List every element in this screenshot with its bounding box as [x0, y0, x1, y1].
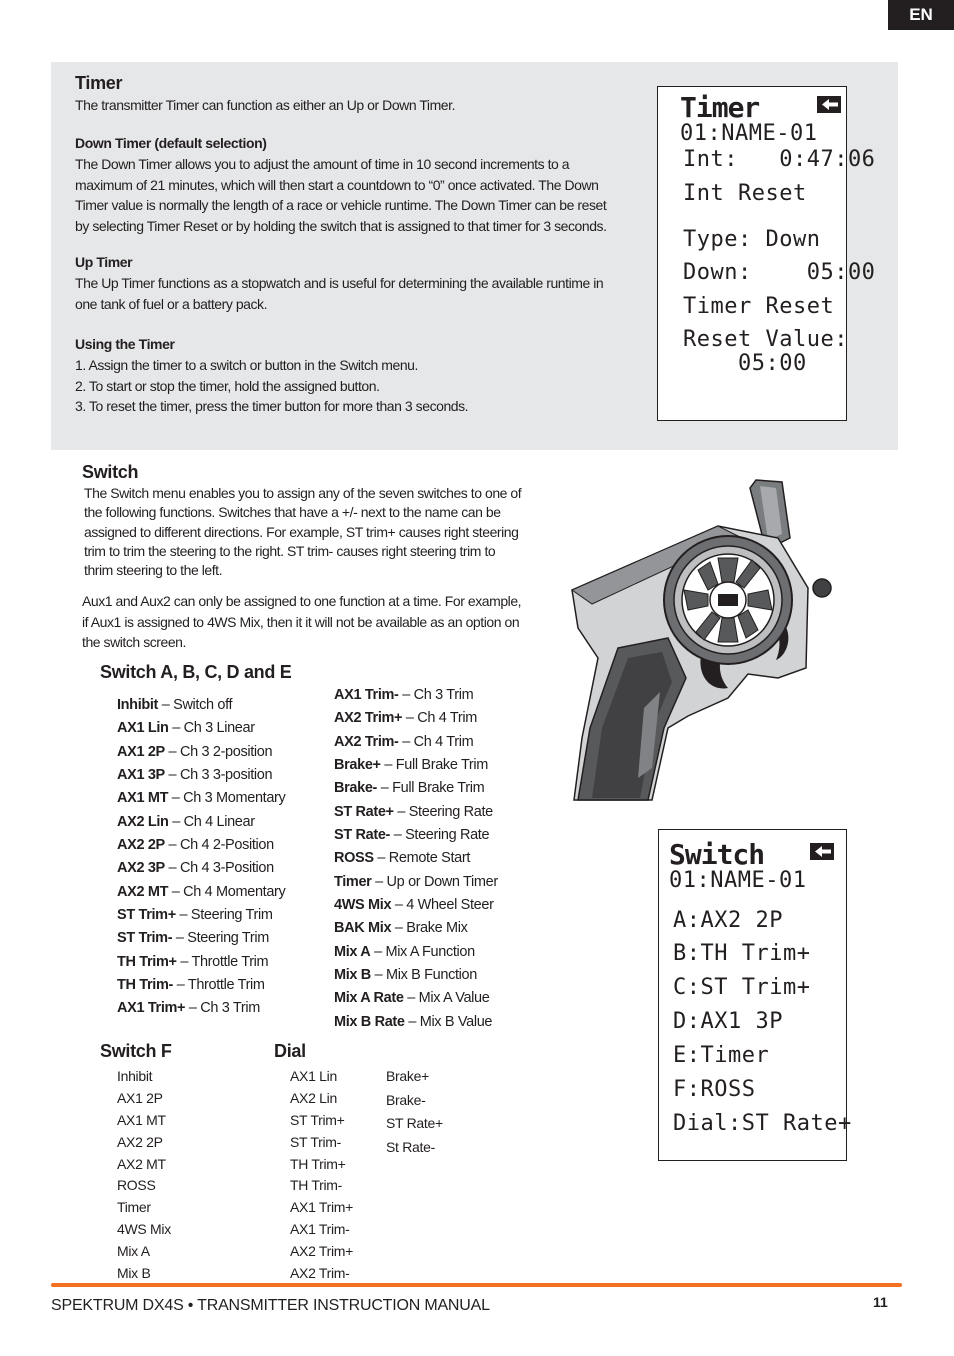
switch-screen-title: Switch [669, 838, 765, 871]
switch-screen-line: B:TH Trim+ [673, 941, 811, 966]
list-item: 4WS Mix [117, 1221, 171, 1238]
switch-abcde-title: Switch A, B, C, D and E [100, 662, 292, 682]
list-item: AX1 Lin [290, 1068, 337, 1084]
switch-title: Switch [82, 462, 139, 482]
back-arrow-icon [815, 93, 843, 121]
list-item: ROSS [117, 1177, 156, 1194]
switch-screen [658, 829, 852, 1161]
list-item: Brake- [386, 1091, 426, 1108]
list-item: ST Trim+ [290, 1111, 345, 1128]
list-item: AX2 Trim- [290, 1265, 350, 1282]
list-item: BAK Mix – Brake Mix [334, 920, 468, 937]
switch-screen-line: A:AX2 2P [673, 908, 783, 933]
transmitter-illustration [568, 478, 848, 808]
list-item: Timer – Up or Down Timer [334, 873, 498, 890]
timer-screen-line: 05:00 [683, 351, 807, 376]
list-item: TH Trim- [290, 1177, 343, 1194]
page-number: 11 [873, 1294, 888, 1310]
footer-rule [51, 1283, 902, 1287]
footer-text: SPEKTRUM DX4S • TRANSMITTER INSTRUCTION MANUAL [51, 1297, 490, 1314]
timer-screen-title: Timer [680, 91, 760, 124]
list-item: St Rate- [386, 1138, 435, 1155]
list-item: Mix B [117, 1265, 151, 1282]
language-tab: EN [888, 0, 954, 30]
list-item: AX1 Lin – Ch 3 Linear [117, 720, 255, 737]
list-item: AX1 3P – Ch 3 3-position [117, 767, 273, 784]
list-item: AX2 2P [117, 1133, 163, 1150]
list-item: Inhibit [117, 1068, 153, 1084]
list-item: Timer [117, 1199, 151, 1216]
using-timer-title: Using the Timer [75, 336, 175, 352]
list-item: ST Rate+ – Steering Rate [334, 803, 493, 820]
list-item: ST Trim- [290, 1133, 342, 1150]
list-item: TH Trim+ – Throttle Trim [117, 953, 269, 970]
list-item: AX1 Trim+ – Ch 3 Trim [117, 1000, 260, 1017]
list-item: AX2 Trim- – Ch 4 Trim [334, 733, 474, 750]
list-item: 4WS Mix – 4 Wheel Steer [334, 897, 494, 914]
list-item: Mix A – Mix A Function [334, 943, 475, 960]
list-item: Mix A [117, 1243, 150, 1260]
switch-screen-line: E:Timer [673, 1043, 770, 1068]
timer-title: Timer [75, 73, 123, 93]
timer-screen [657, 86, 876, 421]
dial-list-1 [290, 1066, 353, 1285]
list-item: AX2 3P – Ch 4 3-Position [117, 860, 274, 877]
timer-screen-line: Down: 05:00 [683, 260, 876, 285]
switch-abcde-list-1 [117, 694, 285, 1021]
list-item: Mix B Rate – Mix B Value [334, 1013, 493, 1030]
list-item: ST Trim+ – Steering Trim [117, 907, 273, 924]
back-arrow-icon [808, 840, 836, 868]
list-item: AX1 Trim- – Ch 3 Trim [334, 687, 474, 703]
list-item: AX2 2P – Ch 4 2-Position [117, 837, 274, 854]
list-item: AX2 MT – Ch 4 Momentary [117, 883, 286, 900]
list-item: AX2 Trim+ – Ch 4 Trim [334, 710, 477, 727]
timer-screen-line: Type: Down [683, 227, 821, 252]
dial-list-2 [386, 1066, 443, 1160]
list-item: Brake- – Full Brake Trim [334, 780, 485, 797]
list-item: Brake+ – Full Brake Trim [334, 757, 488, 774]
list-item: TH Trim+ [290, 1155, 346, 1172]
using-timer-steps: 1. Assign the timer to a switch or button in the Switch menu. 2. To start or stop the timer, hold the assigned button. 3. To reset the timer, press the timer button for more than 3 seconds. [75, 357, 469, 414]
list-item: AX1 2P – Ch 3 2-position [117, 743, 273, 760]
timer-intro: The transmitter Timer can function as either an Up or Down Timer. [75, 97, 456, 113]
list-item: AX1 Trim- [290, 1221, 350, 1238]
timer-screen-line: Int Reset [683, 181, 807, 206]
switch-f-title: Switch F [100, 1041, 172, 1061]
dial-title: Dial [274, 1041, 306, 1061]
list-item: AX2 Lin – Ch 4 Linear [117, 813, 255, 830]
timer-screen-line: Timer Reset [683, 294, 835, 319]
list-item: ST Rate+ [386, 1115, 443, 1131]
list-item: ST Rate- – Steering Rate [334, 827, 490, 844]
timer-screen-line: Reset Value: [683, 327, 848, 352]
list-item: ST Trim- – Steering Trim [117, 930, 269, 947]
list-item: AX1 MT [117, 1111, 166, 1128]
switch-screen-line: D:AX1 3P [673, 1009, 783, 1034]
list-item: Mix A Rate – Mix A Value [334, 990, 490, 1007]
switch-aux-note: Aux1 and Aux2 can only be assigned to one function at a time. For example, if Aux1 is assigned to 4WS Mix, then it it will not be available as an option on the switch screen. [82, 593, 522, 650]
up-timer-title: Up Timer [75, 254, 133, 270]
list-item: AX1 Trim+ [290, 1199, 354, 1216]
switch-abcde-list-2 [334, 684, 498, 1034]
switch-intro: The Switch menu enables you to assign any of the seven switches to one of the following functions. Switches that have a +/- next to the name can be assigned to different directions. For example, ST trim+ causes right steering trim to trim the steering to the right. ST trim- causes right steering trim to thrim steering to the left. [84, 485, 522, 579]
list-item: AX2 MT [117, 1155, 166, 1172]
down-timer-text: The Down Timer allows you to adjust the amount of time in 10 second increments to a maximum of 21 minutes, which will then start a countdown to “0” once activated. The Down Timer value is normally the length of a race or vehicle runtime. The Down Timer can be reset by selecting Timer Reset or by holding the switch that is assigned to that timer for 3 seconds. [75, 156, 607, 234]
list-item: Mix B – Mix B Function [334, 967, 477, 984]
timer-screen-line: 01:NAME-01 [680, 121, 818, 146]
list-item: Inhibit – Switch off [117, 697, 233, 713]
switch-screen-line: F:ROSS [673, 1077, 756, 1102]
list-item: Brake+ [386, 1068, 429, 1084]
list-item: AX1 2P [117, 1089, 163, 1106]
list-item: AX2 Lin [290, 1089, 337, 1106]
down-timer-title: Down Timer (default selection) [75, 135, 267, 151]
list-item: AX1 MT – Ch 3 Momentary [117, 790, 286, 807]
list-item: AX2 Trim+ [290, 1243, 354, 1260]
list-item: ROSS – Remote Start [334, 850, 470, 867]
switch-screen-line: C:ST Trim+ [673, 975, 811, 1000]
timer-screen-line: Int: 0:47:06 [683, 147, 876, 172]
switch-screen-line: Dial:ST Rate+ [673, 1111, 852, 1136]
switch-f-list [117, 1066, 171, 1285]
up-timer-text: The Up Timer functions as a stopwatch and is useful for determining the available runtime in one tank of fuel or a battery pack. [75, 275, 604, 312]
list-item: TH Trim- – Throttle Trim [117, 977, 265, 994]
switch-screen-line: 01:NAME-01 [669, 868, 807, 893]
